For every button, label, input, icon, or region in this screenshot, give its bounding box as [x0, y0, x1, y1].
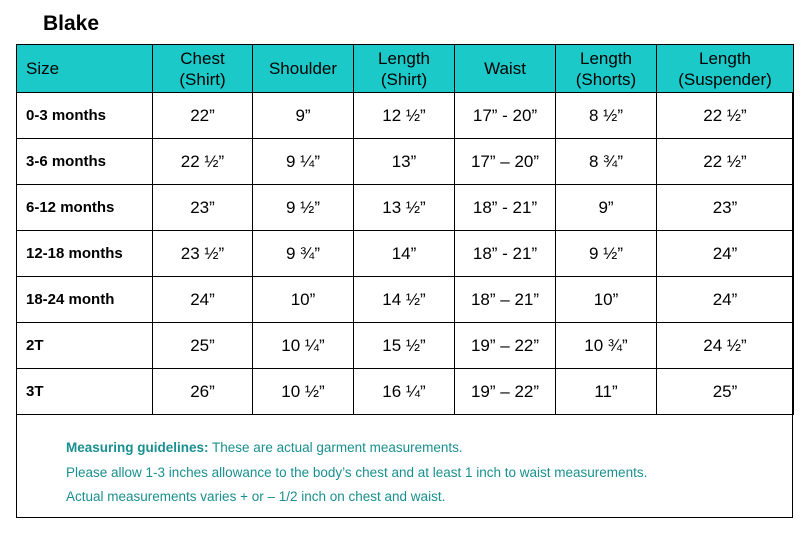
- size-cell: 6-12 months: [17, 185, 153, 231]
- table-cell: 18” - 21”: [455, 231, 556, 277]
- table-row: [17, 93, 794, 139]
- size-cell: 2T: [17, 323, 153, 369]
- table-cell: 9 ¼”: [253, 139, 354, 185]
- header-length-suspender: Length (Suspender): [657, 45, 794, 93]
- size-cell: 0-3 months: [17, 93, 153, 139]
- size-cell: 12-18 months: [17, 231, 153, 277]
- table-cell: 12 ½”: [354, 93, 455, 139]
- table-cell: 8 ½”: [556, 93, 657, 139]
- table-cell: 13 ½”: [354, 185, 455, 231]
- table-cell: 22”: [153, 93, 253, 139]
- table-cell: 18” - 21”: [455, 185, 556, 231]
- header-row: [17, 45, 794, 93]
- size-cell: 3T: [17, 369, 153, 415]
- table-row: [17, 231, 794, 277]
- table-cell: 14 ½”: [354, 277, 455, 323]
- header-chest: Chest (Shirt): [153, 45, 253, 93]
- header-size: Size: [17, 45, 153, 93]
- header-length-shirt: Length (Shirt): [354, 45, 455, 93]
- header-waist: Waist: [455, 45, 556, 93]
- size-table: [16, 44, 794, 415]
- table-cell: 18” – 21”: [455, 277, 556, 323]
- table-cell: 9 ½”: [253, 185, 354, 231]
- measuring-guidelines: [66, 436, 647, 510]
- table-cell: 10 ½”: [253, 369, 354, 415]
- guideline-text: These are actual garment measurements.: [208, 440, 463, 455]
- table-cell: 17” – 20”: [455, 139, 556, 185]
- table-cell: 11”: [556, 369, 657, 415]
- table-cell: 24 ½”: [657, 323, 794, 369]
- table-row: [17, 185, 794, 231]
- table-cell: 16 ¼”: [354, 369, 455, 415]
- table-cell: 22 ½”: [153, 139, 253, 185]
- table-cell: 25”: [153, 323, 253, 369]
- table-cell: 9 ¾”: [253, 231, 354, 277]
- table-cell: 9”: [556, 185, 657, 231]
- table-cell: 17” - 20”: [455, 93, 556, 139]
- table-cell: 24”: [153, 277, 253, 323]
- table-cell: 10”: [253, 277, 354, 323]
- table-cell: 19” – 22”: [455, 323, 556, 369]
- table-cell: 19” – 22”: [455, 369, 556, 415]
- header-shoulder: Shoulder: [253, 45, 354, 93]
- size-chart: [16, 44, 793, 518]
- table-cell: 25”: [657, 369, 794, 415]
- table-cell: 13”: [354, 139, 455, 185]
- guideline-line-1: [66, 436, 647, 461]
- size-cell: 3-6 months: [17, 139, 153, 185]
- table-cell: 24”: [657, 277, 794, 323]
- table-cell: 14”: [354, 231, 455, 277]
- table-row: [17, 139, 794, 185]
- table-cell: 15 ½”: [354, 323, 455, 369]
- size-cell: 18-24 month: [17, 277, 153, 323]
- table-cell: 10”: [556, 277, 657, 323]
- guideline-line-2: Please allow 1-3 inches allowance to the body’s chest and at least 1 inch to waist measurements.: [66, 464, 648, 480]
- table-cell: 22 ½”: [657, 139, 794, 185]
- table-row: [17, 323, 794, 369]
- table-cell: 9 ½”: [556, 231, 657, 277]
- header-length-shorts: Length (Shorts): [556, 45, 657, 93]
- table-cell: 23 ½”: [153, 231, 253, 277]
- table-cell: 26”: [153, 369, 253, 415]
- guideline-label: Measuring guidelines:: [66, 440, 209, 455]
- table-cell: 10 ¼”: [253, 323, 354, 369]
- chart-title: Blake: [43, 12, 100, 35]
- table-cell: 22 ½”: [657, 93, 794, 139]
- table-cell: 24”: [657, 231, 794, 277]
- table-cell: 8 ¾”: [556, 139, 657, 185]
- table-cell: 23”: [153, 185, 253, 231]
- guideline-line-3: Actual measurements varies + or – 1/2 inch on chest and waist.: [66, 489, 446, 504]
- table-row: [17, 277, 794, 323]
- table-row: [17, 369, 794, 415]
- table-cell: 23”: [657, 185, 794, 231]
- table-cell: 10 ¾”: [556, 323, 657, 369]
- table-cell: 9”: [253, 93, 354, 139]
